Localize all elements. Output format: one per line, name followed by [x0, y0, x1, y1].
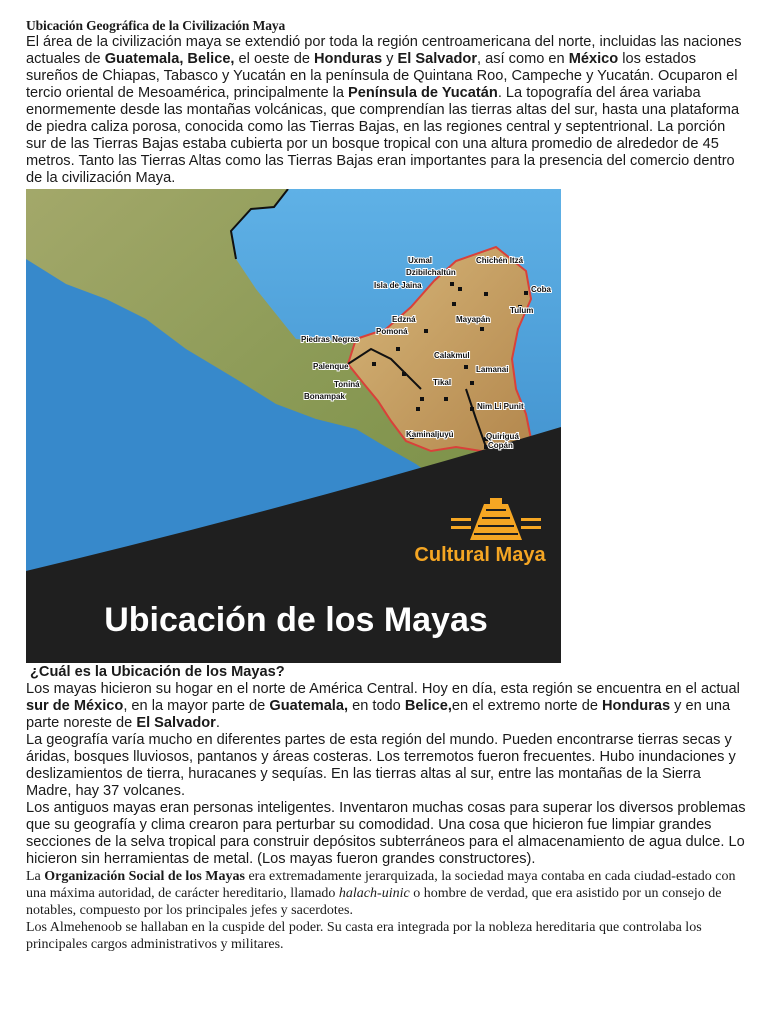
text-run: . La topografía del área variaba enormemente desde las montañas volcánicas, que comprendían las tierras altas del sur, hasta una plataforma de piedra caliza porosa, conocida como las Tierras Bajas, en las regiones central y septentrional. La porción sur de las Tierras Bajas estaba cubierta por un bosque tropical con una altura promedio de alrededor de 45 metros. Tanto las Tierras Altas como las Tierras Bajas eran importantes para la presencia del comercio dentro de la civilización Maya. [26, 85, 740, 186]
place-label: Copán [488, 441, 513, 450]
place-label: Piedras Negras [301, 335, 360, 344]
text-run: el oeste de [234, 51, 315, 67]
bold-run: Honduras [602, 698, 671, 714]
bold-run: Guatemala, Belice, [104, 51, 235, 67]
text-run: El área de la civilización maya se extendió por toda la región centroamericana del norte, incluidas las naciones actuales de [26, 34, 742, 67]
maya-map-figure [26, 189, 561, 663]
text-run: La [26, 869, 45, 884]
place-label: Coba [531, 285, 551, 294]
paragraph-almehenoob: Los Almehenoob se hallaban en la cuspide del poder. Su casta era integrada por la nobleza hereditaria que controlaba los principales cargos administrativos y militares. [26, 920, 702, 952]
italic-run: halach-uinic [338, 886, 410, 901]
place-label: Palenque [313, 362, 349, 371]
text-run: . [215, 715, 220, 731]
banner-title: Ubicación de los Mayas [104, 601, 488, 639]
place-label: Bonampak [304, 392, 345, 401]
text-run: Los mayas hicieron su hogar en el norte de América Central. Hoy en día, esta región se encuentra en el actual [26, 681, 740, 697]
place-label: Dzibilchaltún [406, 268, 456, 277]
place-marker [464, 365, 468, 369]
text-run: o hombre de verdad, que era asistido por un consejo de notables, compuesto por los principales jefes y sacerdotes. [26, 886, 722, 918]
place-marker [484, 292, 488, 296]
place-label: Quiriguá [486, 432, 519, 441]
paragraph-geography: La geografía varía mucho en diferentes partes de esta región del mundo. Pueden encontrarse tierras secas y áridas, bosques lluviosos, pantanos y áreas costeras. Los terremotos fueron frecuentes. Hubo inundaciones y deslizamientos de tierra, huracanes y sequías. En las tierras altas al sur, entre las montañas de la Sierra Madre, hay 37 volcanes. [26, 732, 736, 799]
paragraph-area [26, 34, 746, 187]
bold-run: México [568, 51, 619, 67]
place-label: Tikal [433, 378, 452, 387]
place-marker [402, 372, 406, 376]
bold-run: Guatemala, [269, 698, 349, 714]
bold-run: Belice, [404, 698, 452, 714]
text-run: y en una parte noreste de [26, 698, 731, 731]
place-label: Edzná [392, 315, 416, 324]
text-run: los estados sureños de Chiapas, Tabasco y Yucatán en la península de Quintana Roo, Campeche y Yucatán. Ocuparon el tercio oriental de Mesoamérica, principalmente la [26, 51, 738, 101]
place-label: Pomoná [376, 327, 408, 336]
place-label: Nim Li Punit [477, 402, 524, 411]
section-title-ubicacion: ¿Cuál es la Ubicación de los Mayas? [30, 664, 285, 680]
paragraph-inventions: Los antiguos mayas eran personas inteligentes. Inventaron muchas cosas para superar los diversos problemas que su geografía y clima crearon para perturbar su comodidad. Una cosa que hicieron fue limpiar grandes secciones de la selva tropical para construir depósitos subterráneos para el almacenamiento de agua dulce. Lo hicieron sin herramientas de metal. (Los mayas fueron grandes constructores). [26, 800, 746, 867]
place-marker [420, 397, 424, 401]
place-marker [458, 287, 462, 291]
text-run: era extremadamente jerarquizada, la sociedad maya contaba en cada ciudad-estado con una máxima autoridad, de carácter hereditario, llamado [26, 869, 736, 901]
place-label: Lamanai [476, 365, 509, 374]
place-marker [480, 327, 484, 331]
text-run: en el extremo norte de [451, 698, 602, 714]
paragraph-home [26, 681, 746, 732]
bold-run: El Salvador [397, 51, 478, 67]
place-marker [424, 329, 428, 333]
place-marker [416, 407, 420, 411]
place-label: Chichén Itzá [476, 256, 524, 265]
place-marker [450, 282, 454, 286]
place-marker [372, 362, 376, 366]
bold-run: sur de México [26, 698, 124, 714]
place-label: Calakmul [434, 351, 470, 360]
place-marker [452, 302, 456, 306]
bold-run: Honduras [314, 51, 383, 67]
place-marker [444, 397, 448, 401]
place-label: Mayapán [456, 315, 491, 324]
place-label: Isla de Jaina [374, 281, 422, 290]
bold-run: Península de Yucatán [348, 85, 498, 101]
place-marker [396, 347, 400, 351]
place-marker [524, 291, 528, 295]
place-label: Tulum [510, 306, 534, 315]
text-run: en todo [348, 698, 405, 714]
paragraph-social-organization [26, 868, 746, 919]
text-run: y [382, 51, 398, 67]
place-marker [470, 407, 474, 411]
place-label: Kaminaljuyú [406, 430, 454, 439]
place-label: Toniná [334, 380, 360, 389]
place-label: Uxmal [407, 256, 432, 265]
text-run: , así como en [477, 51, 569, 67]
maya-map-svg [26, 189, 561, 663]
section-title-location: Ubicación Geográfica de la Civilización Maya [26, 18, 286, 33]
document-page [26, 17, 746, 953]
place-marker [470, 381, 474, 385]
text-run: , en la mayor parte de [123, 698, 270, 714]
bold-run: El Salvador [136, 715, 216, 731]
bold-run: Organización Social de los Mayas [44, 869, 245, 884]
brand-name: Cultural Maya [414, 544, 546, 566]
